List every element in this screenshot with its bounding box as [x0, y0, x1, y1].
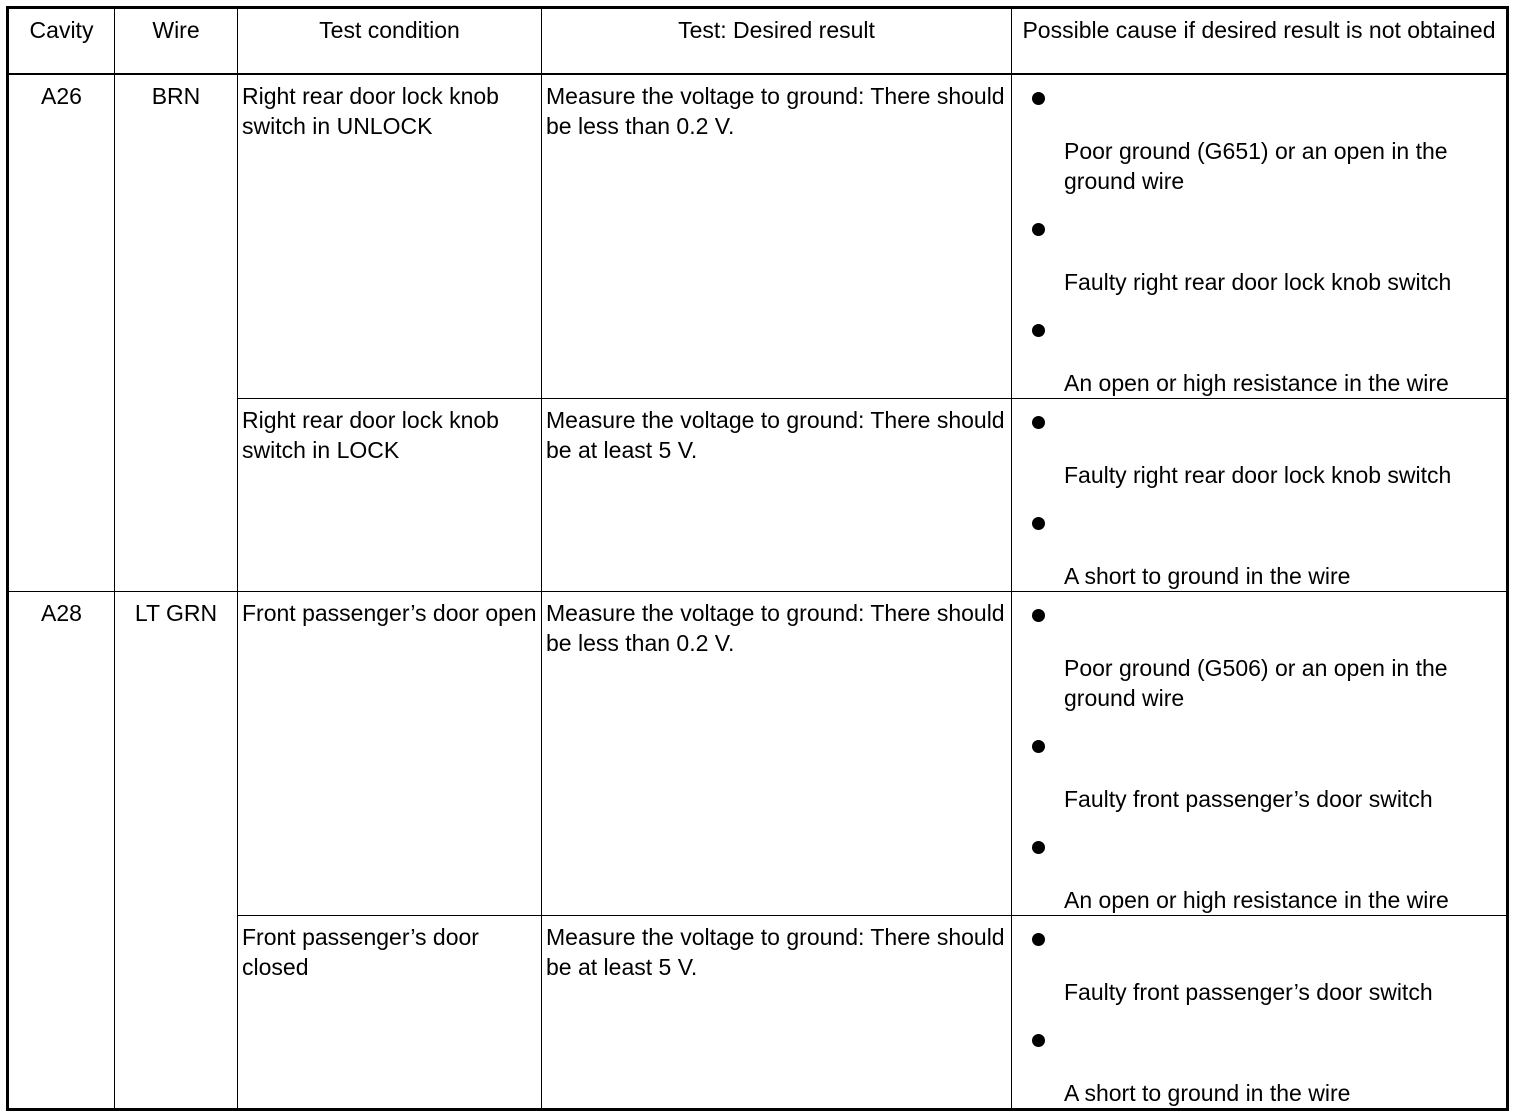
- cause-item: [1012, 830, 1506, 915]
- bullet-icon: [1032, 933, 1045, 946]
- desired-result-cell: Measure the voltage to ground: There should be at least 5 V.: [542, 399, 1012, 592]
- header-desired-result: Test: Desired result: [542, 8, 1012, 75]
- bullet-icon: [1032, 324, 1045, 337]
- possible-cause-cell: [1012, 74, 1508, 399]
- cause-text: Faulty right rear door lock knob switch: [1064, 462, 1452, 488]
- test-condition-cell: Right rear door lock knob switch in LOCK: [238, 399, 542, 592]
- cause-text: Poor ground (G651) or an open in the ground wire: [1064, 138, 1448, 194]
- cause-text: Faulty front passenger’s door switch: [1064, 979, 1433, 1005]
- bullet-icon: [1032, 92, 1045, 105]
- cause-text: A short to ground in the wire: [1064, 1080, 1351, 1106]
- cause-item: [1012, 1023, 1506, 1108]
- bullet-icon: [1032, 740, 1045, 753]
- cause-text: An open or high resistance in the wire: [1064, 370, 1449, 396]
- possible-cause-cell: [1012, 916, 1508, 1110]
- table-row: [8, 592, 1508, 916]
- test-condition-cell: Right rear door lock knob switch in UNLOCK: [238, 74, 542, 399]
- cause-item: [1012, 81, 1506, 196]
- header-test-condition: Test condition: [238, 8, 542, 75]
- table-row: [8, 74, 1508, 399]
- test-table: [6, 6, 1509, 1111]
- desired-result-cell: Measure the voltage to ground: There should be less than 0.2 V.: [542, 592, 1012, 916]
- cause-text: Poor ground (G506) or an open in the ground wire: [1064, 655, 1448, 711]
- cavity-cell: A28: [8, 592, 115, 1110]
- bullet-icon: [1032, 517, 1045, 530]
- desired-result-cell: Measure the voltage to ground: There should be at least 5 V.: [542, 916, 1012, 1110]
- cause-item: [1012, 729, 1506, 814]
- cause-item: [1012, 506, 1506, 591]
- bullet-icon: [1032, 223, 1045, 236]
- bullet-icon: [1032, 416, 1045, 429]
- header-possible-cause: Possible cause if desired result is not obtained: [1012, 8, 1508, 75]
- cause-item: [1012, 405, 1506, 490]
- cause-item: [1012, 212, 1506, 297]
- test-condition-cell: Front passenger’s door closed: [238, 916, 542, 1110]
- possible-cause-cell: [1012, 592, 1508, 916]
- header-wire: Wire: [115, 8, 238, 75]
- cause-text: Faulty front passenger’s door switch: [1064, 786, 1433, 812]
- possible-cause-cell: [1012, 399, 1508, 592]
- header-row: [8, 8, 1508, 75]
- cause-text: Faulty right rear door lock knob switch: [1064, 269, 1452, 295]
- cavity-cell: A26: [8, 74, 115, 592]
- cause-text: An open or high resistance in the wire: [1064, 887, 1449, 913]
- wire-cell: LT GRN: [115, 592, 238, 1110]
- cause-item: [1012, 313, 1506, 398]
- test-condition-cell: Front passenger’s door open: [238, 592, 542, 916]
- bullet-icon: [1032, 841, 1045, 854]
- desired-result-cell: Measure the voltage to ground: There should be less than 0.2 V.: [542, 74, 1012, 399]
- bullet-icon: [1032, 1034, 1045, 1047]
- wire-cell: BRN: [115, 74, 238, 592]
- cause-text: A short to ground in the wire: [1064, 563, 1351, 589]
- bullet-icon: [1032, 609, 1045, 622]
- cause-item: [1012, 598, 1506, 713]
- cause-item: [1012, 922, 1506, 1007]
- header-cavity: Cavity: [8, 8, 115, 75]
